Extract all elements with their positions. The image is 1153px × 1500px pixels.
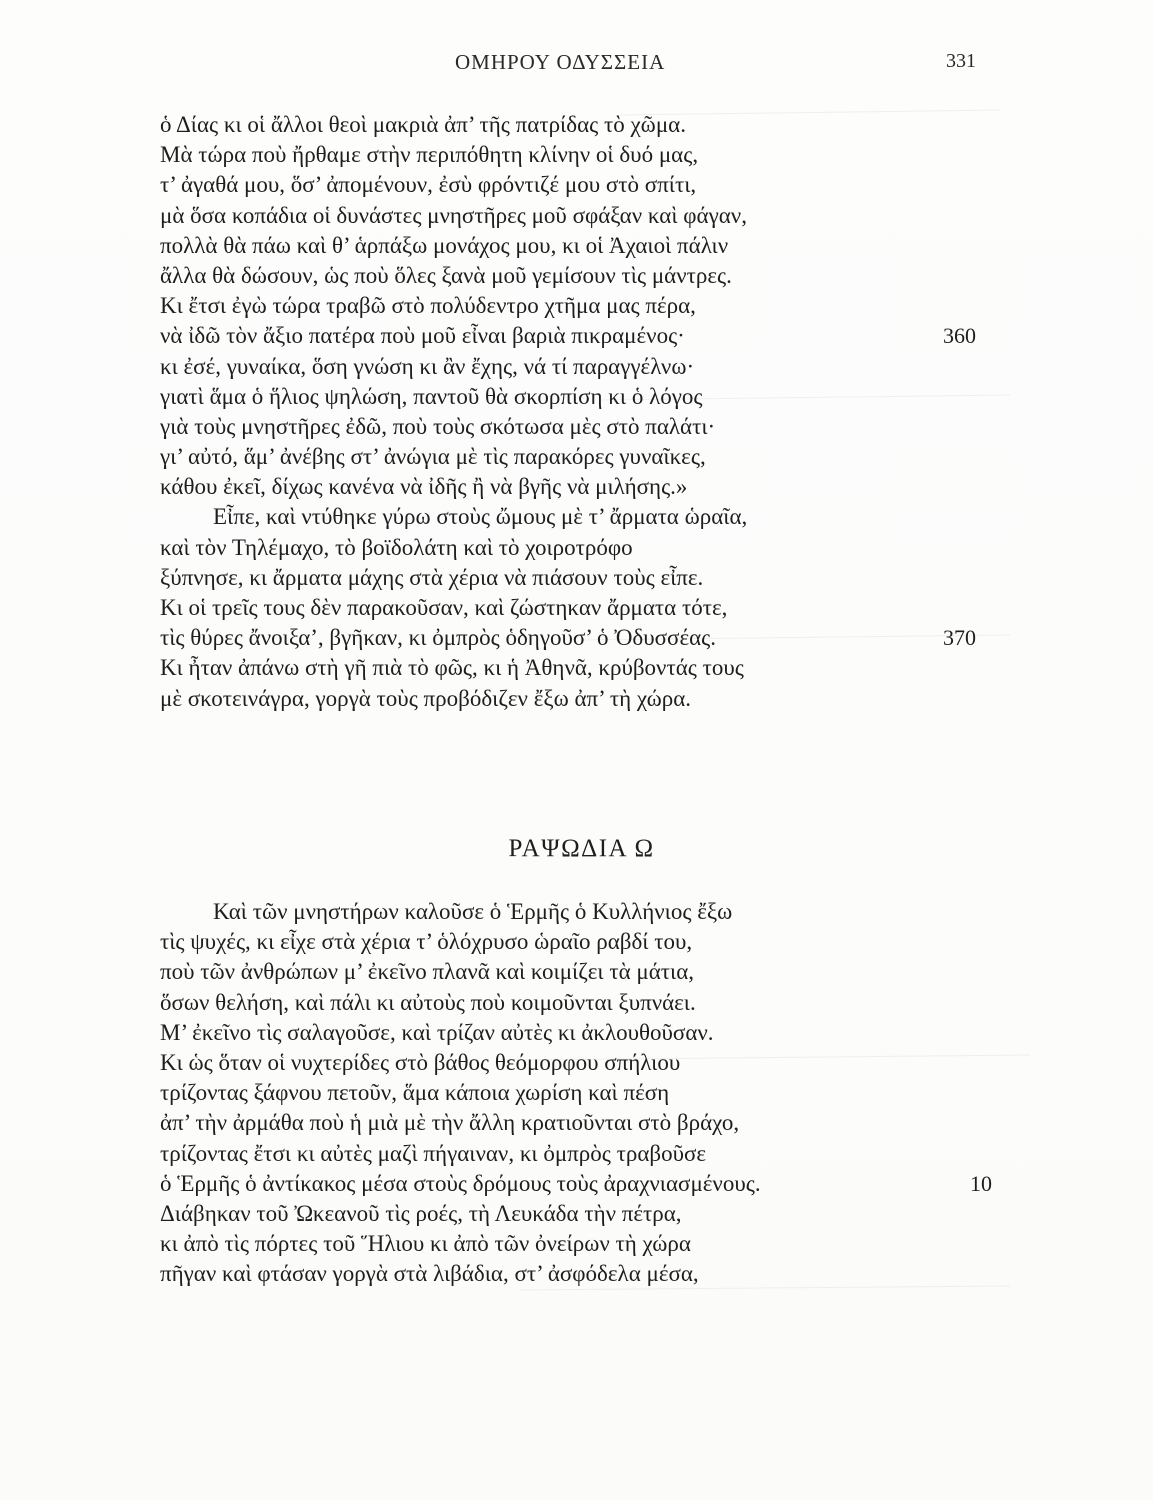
verse-line <box>160 957 1000 987</box>
line-number: 10 <box>970 1170 992 1196</box>
verse-line <box>160 231 1000 261</box>
verse-text: μὲ σκοτεινάγρα, γοργὰ τοὺς προβόδιζεν ἔξω ἀπ’ τὴ χώρα. <box>160 685 691 711</box>
verse-text: νὰ ἰδῶ τὸν ἄξιο πατέρα ποὺ μοῦ εἶναι βαριὰ πικραμένος· <box>160 323 685 349</box>
verse-text: μὰ ὅσα κοπάδια οἱ δυνάστες μνηστῆρες μοῦ σφάξαν καὶ φάγαν, <box>160 202 747 228</box>
verse-text: ὁ Δίας κι οἱ ἄλλοι θεοὶ μακριὰ ἀπ’ τῆς πατρίδας τὸ χῶμα. <box>160 112 686 137</box>
verse-line <box>160 352 1000 382</box>
verse-text: πῆγαν καὶ φτάσαν γοργὰ στὰ λιβάδια, στ’ ἀσφόδελα μέσα, <box>160 1261 699 1287</box>
verse-text: Εἶπε, καὶ ντύθηκε γύρω στοὺς ὤμους μὲ τ’ ἄρματα ὡραῖα, <box>213 504 748 530</box>
verse-block-book-23-end <box>160 110 1000 714</box>
verse-text: γιὰ τοὺς μνηστῆρες ἐδῶ, ποὺ τοὺς σκότωσα μὲς στὸ παλάτι· <box>160 413 716 439</box>
verse-line <box>160 1108 1000 1138</box>
verse-text: τρίζοντας ξάφνου πετοῦν, ἅμα κάποια χωρίση καὶ πέση <box>160 1080 670 1106</box>
verse-text: γιατὶ ἅμα ὁ ἥλιος ψηλώση, παντοῦ θὰ σκορπίση κι ὁ λόγος <box>160 383 703 409</box>
verse-line <box>160 321 1000 351</box>
running-title: ΟΜΗΡΟΥ ΟΔΥΣΣΕΙΑ <box>455 50 666 74</box>
verse-text: κι ἐσέ, γυναίκα, ὅση γνώση κι ἂν ἔχης, νά τί παραγγέλνω· <box>160 353 695 379</box>
verse-text: ποὺ τῶν ἀνθρώπων μ’ ἐκεῖνο πλανᾶ καὶ κοιμίζει τὰ μάτια, <box>160 959 694 985</box>
verse-text: Καὶ τῶν μνηστήρων καλοῦσε ὁ Ἑρμῆς ὁ Κυλλήνιος ἔξω <box>213 899 733 924</box>
verse-line <box>160 897 1000 927</box>
verse-text: ἀπ’ τὴν ἀρμάθα ποὺ ἡ μιὰ μὲ τὴν ἄλλη κρατιοῦνται στὸ βράχο, <box>160 1110 740 1136</box>
verse-text: καὶ τὸν Τηλέμαχο, τὸ βοϊδολάτη καὶ τὸ χοιροτρόφο <box>160 534 633 560</box>
verse-block-book-24-start <box>160 897 1000 1289</box>
verse-text: τ’ ἀγαθά μου, ὅσ’ ἀπομένουν, ἐσὺ φρόντιζέ μου στὸ σπίτι, <box>160 172 697 198</box>
verse-text: τὶς ψυχές, κι εἶχε στὰ χέρια τ’ ὁλόχρυσο ὡραῖο ραβδί του, <box>160 929 693 955</box>
verse-line <box>160 988 1000 1018</box>
verse-text: πολλὰ θὰ πάω καὶ θ’ ἁρπάξω μονάχος μου, κι οἱ Ἀχαιοὶ πάλιν <box>160 232 729 258</box>
verse-line <box>160 1259 1000 1289</box>
verse-line <box>160 502 1000 532</box>
verse-line <box>160 1169 1000 1199</box>
verse-line <box>160 623 1000 653</box>
verse-line <box>160 927 1000 957</box>
rhapsody-heading: ΡΑΨΩΔΙΑ Ω <box>508 835 655 862</box>
verse-line <box>160 563 1000 593</box>
verse-text: Κι ὡς ὅταν οἱ νυχτερίδες στὸ βάθος θεόμορφου σπήλιου <box>160 1049 681 1075</box>
verse-text: κι ἀπὸ τὶς πόρτες τοῦ Ἥλιου κι ἀπὸ τῶν ὀνείρων τὴ χώρα <box>160 1231 691 1257</box>
verse-text: Μὰ τώρα ποὺ ἤρθαμε στὴν περιπόθητη κλίνην οἱ δυό μας, <box>160 142 699 168</box>
verse-text: Κι οἱ τρεῖς τους δὲν παρακοῦσαν, καὶ ζώστηκαν ἄρματα τότε, <box>160 595 728 620</box>
verse-line <box>160 201 1000 231</box>
verse-line <box>160 653 1000 683</box>
verse-text: ἄλλα θὰ δώσουν, ὡς ποὺ ὅλες ξανὰ μοῦ γεμίσουν τὶς μάντρες. <box>160 262 732 288</box>
verse-line <box>160 291 1000 321</box>
verse-line <box>160 533 1000 563</box>
verse-line <box>160 382 1000 412</box>
verse-text: ὁ Ἑρμῆς ὁ ἀντίκακος μέσα στοὺς δρόμους τοὺς ἀραχνιασμένους. <box>160 1170 761 1196</box>
line-number: 370 <box>943 625 976 651</box>
verse-text: γι’ αὐτό, ἅμ’ ἀνέβης στ’ ἀνώγια μὲ τὶς παρακόρες γυναῖκες, <box>160 444 706 470</box>
verse-text: ξύπνησε, κι ἄρματα μάχης στὰ χέρια νὰ πιάσουν τοὺς εἶπε. <box>160 564 704 590</box>
verse-line <box>160 1018 1000 1048</box>
verse-line <box>160 170 1000 200</box>
verse-text: Διάβηκαν τοῦ Ὠκεανοῦ τὶς ροές, τὴ Λευκάδα τὴν πέτρα, <box>160 1200 682 1226</box>
line-number: 360 <box>943 323 976 349</box>
verse-line <box>160 684 1000 714</box>
verse-text: Κι ἔτσι ἐγὼ τώρα τραβῶ στὸ πολύδεντρο χτῆμα μας πέρα, <box>160 293 696 319</box>
verse-line <box>160 140 1000 170</box>
verse-line <box>160 412 1000 442</box>
running-head <box>0 50 1153 74</box>
verse-line <box>160 1199 1000 1229</box>
verse-text: κάθου ἐκεῖ, δίχως κανένα νὰ ἰδῆς ἢ νὰ βγῆς νὰ μιλήσης.» <box>160 474 688 500</box>
verse-line <box>160 1078 1000 1108</box>
verse-line <box>160 593 1000 623</box>
verse-line <box>160 1048 1000 1078</box>
verse-text: Μ’ ἐκεῖνο τὶς σαλαγοῦσε, καὶ τρίζαν αὐτὲς κι ἀκλουθοῦσαν. <box>160 1019 714 1045</box>
verse-line <box>160 261 1000 291</box>
verse-line <box>160 110 1000 140</box>
verse-text: τρίζοντας ἔτσι κι αὐτὲς μαζὶ πήγαιναν, κι ὀμπρὸς τραβοῦσε <box>160 1140 707 1166</box>
verse-line <box>160 1229 1000 1259</box>
verse-text: τὶς θύρες ἄνοιξα’, βγῆκαν, κι ὀμπρὸς ὁδηγοῦσ’ ὁ Ὀδυσσέας. <box>160 625 717 651</box>
verse-line <box>160 1139 1000 1169</box>
verse-line <box>160 442 1000 472</box>
verse-line <box>160 472 1000 502</box>
verse-text: ὅσων θελήση, καὶ πάλι κι αὐτοὺς ποὺ κοιμοῦνται ξυπνάει. <box>160 989 696 1015</box>
page-number: 331 <box>946 50 976 72</box>
verse-text: Κι ἦταν ἀπάνω στὴ γῆ πιὰ τὸ φῶς, κι ἡ Ἀθηνᾶ, κρύβοντάς τους <box>160 655 744 681</box>
